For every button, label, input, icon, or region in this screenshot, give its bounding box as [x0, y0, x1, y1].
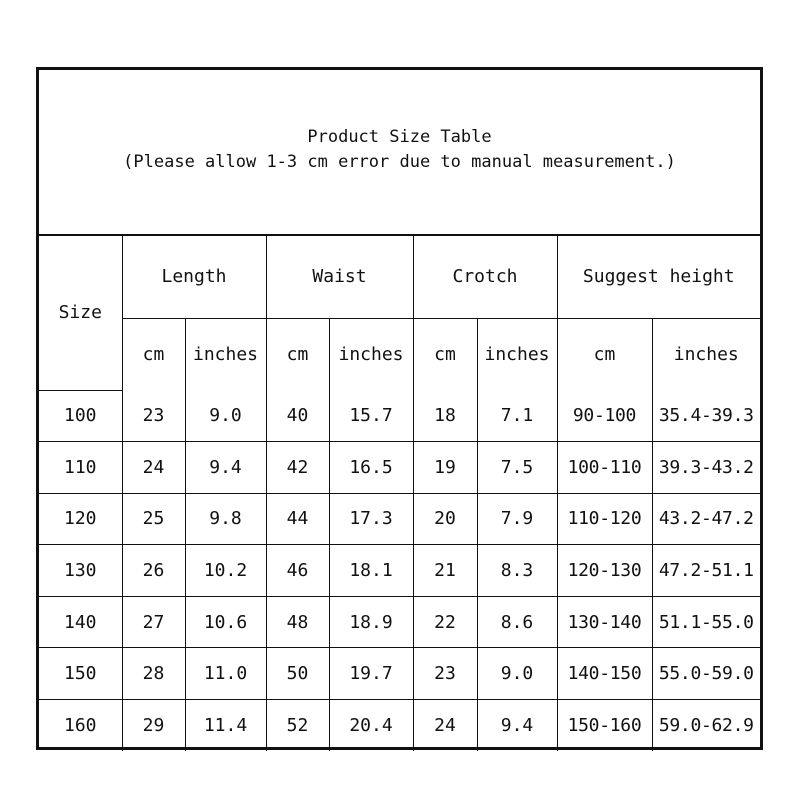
header-row-groups: [39, 236, 760, 318]
table-cell: 24: [413, 700, 477, 752]
table-cell: 26: [122, 545, 185, 597]
table-cell: 29: [122, 700, 185, 752]
unit-header: cm: [122, 318, 185, 390]
table-cell: 11.4: [185, 700, 266, 752]
table-cell: 100-110: [557, 442, 652, 494]
table-cell: 21: [413, 545, 477, 597]
group-header-length: Length: [122, 236, 266, 318]
table-cell: 7.5: [477, 442, 557, 494]
chart-title: Product Size Table: [307, 127, 492, 147]
table-cell: 10.6: [185, 596, 266, 648]
table-cell: 15.7: [329, 390, 413, 442]
size-column-header: Size: [39, 236, 122, 390]
size-table: [39, 236, 760, 751]
table-cell: 44: [266, 493, 329, 545]
table-row: [39, 648, 760, 700]
size-cell: 100: [39, 390, 122, 442]
table-cell: 90-100: [557, 390, 652, 442]
table-cell: 18.1: [329, 545, 413, 597]
table-cell: 59.0-62.9: [652, 700, 760, 752]
size-chart: [36, 67, 763, 750]
table-cell: 48: [266, 596, 329, 648]
table-cell: 9.0: [477, 648, 557, 700]
table-cell: 150-160: [557, 700, 652, 752]
table-row: [39, 390, 760, 442]
table-cell: 43.2-47.2: [652, 493, 760, 545]
size-cell: 150: [39, 648, 122, 700]
table-row: [39, 700, 760, 752]
table-cell: 18.9: [329, 596, 413, 648]
table-cell: 23: [413, 648, 477, 700]
unit-header: inches: [652, 318, 760, 390]
unit-header: inches: [477, 318, 557, 390]
table-cell: 40: [266, 390, 329, 442]
table-cell: 24: [122, 442, 185, 494]
table-cell: 46: [266, 545, 329, 597]
table-cell: 50: [266, 648, 329, 700]
table-cell: 9.0: [185, 390, 266, 442]
table-row: [39, 442, 760, 494]
table-cell: 7.9: [477, 493, 557, 545]
size-cell: 140: [39, 596, 122, 648]
table-cell: 18: [413, 390, 477, 442]
table-cell: 42: [266, 442, 329, 494]
table-cell: 20.4: [329, 700, 413, 752]
table-row: [39, 545, 760, 597]
table-cell: 22: [413, 596, 477, 648]
table-cell: 130-140: [557, 596, 652, 648]
table-cell: 47.2-51.1: [652, 545, 760, 597]
unit-header: inches: [329, 318, 413, 390]
table-cell: 39.3-43.2: [652, 442, 760, 494]
table-row: [39, 596, 760, 648]
table-cell: 16.5: [329, 442, 413, 494]
size-cell: 130: [39, 545, 122, 597]
size-cell: 160: [39, 700, 122, 752]
table-cell: 20: [413, 493, 477, 545]
title-block: [39, 70, 760, 236]
table-cell: 9.8: [185, 493, 266, 545]
unit-header: cm: [266, 318, 329, 390]
table-cell: 19.7: [329, 648, 413, 700]
table-cell: 23: [122, 390, 185, 442]
table-cell: 27: [122, 596, 185, 648]
unit-header: cm: [413, 318, 477, 390]
unit-header: inches: [185, 318, 266, 390]
table-cell: 8.3: [477, 545, 557, 597]
group-header-suggest-height: Suggest height: [557, 236, 760, 318]
table-cell: 9.4: [185, 442, 266, 494]
table-cell: 19: [413, 442, 477, 494]
table-cell: 120-130: [557, 545, 652, 597]
table-cell: 25: [122, 493, 185, 545]
table-cell: 52: [266, 700, 329, 752]
unit-header: cm: [557, 318, 652, 390]
table-cell: 17.3: [329, 493, 413, 545]
table-cell: 7.1: [477, 390, 557, 442]
size-cell: 120: [39, 493, 122, 545]
table-cell: 51.1-55.0: [652, 596, 760, 648]
table-cell: 55.0-59.0: [652, 648, 760, 700]
table-row: [39, 493, 760, 545]
table-cell: 28: [122, 648, 185, 700]
table-cell: 140-150: [557, 648, 652, 700]
table-cell: 10.2: [185, 545, 266, 597]
chart-subtitle: (Please allow 1-3 cm error due to manual measurement.): [123, 152, 676, 172]
table-cell: 8.6: [477, 596, 557, 648]
header-row-units: [39, 318, 760, 390]
group-header-crotch: Crotch: [413, 236, 557, 318]
group-header-waist: Waist: [266, 236, 413, 318]
size-cell: 110: [39, 442, 122, 494]
table-cell: 110-120: [557, 493, 652, 545]
table-cell: 9.4: [477, 700, 557, 752]
table-cell: 11.0: [185, 648, 266, 700]
table-cell: 35.4-39.3: [652, 390, 760, 442]
